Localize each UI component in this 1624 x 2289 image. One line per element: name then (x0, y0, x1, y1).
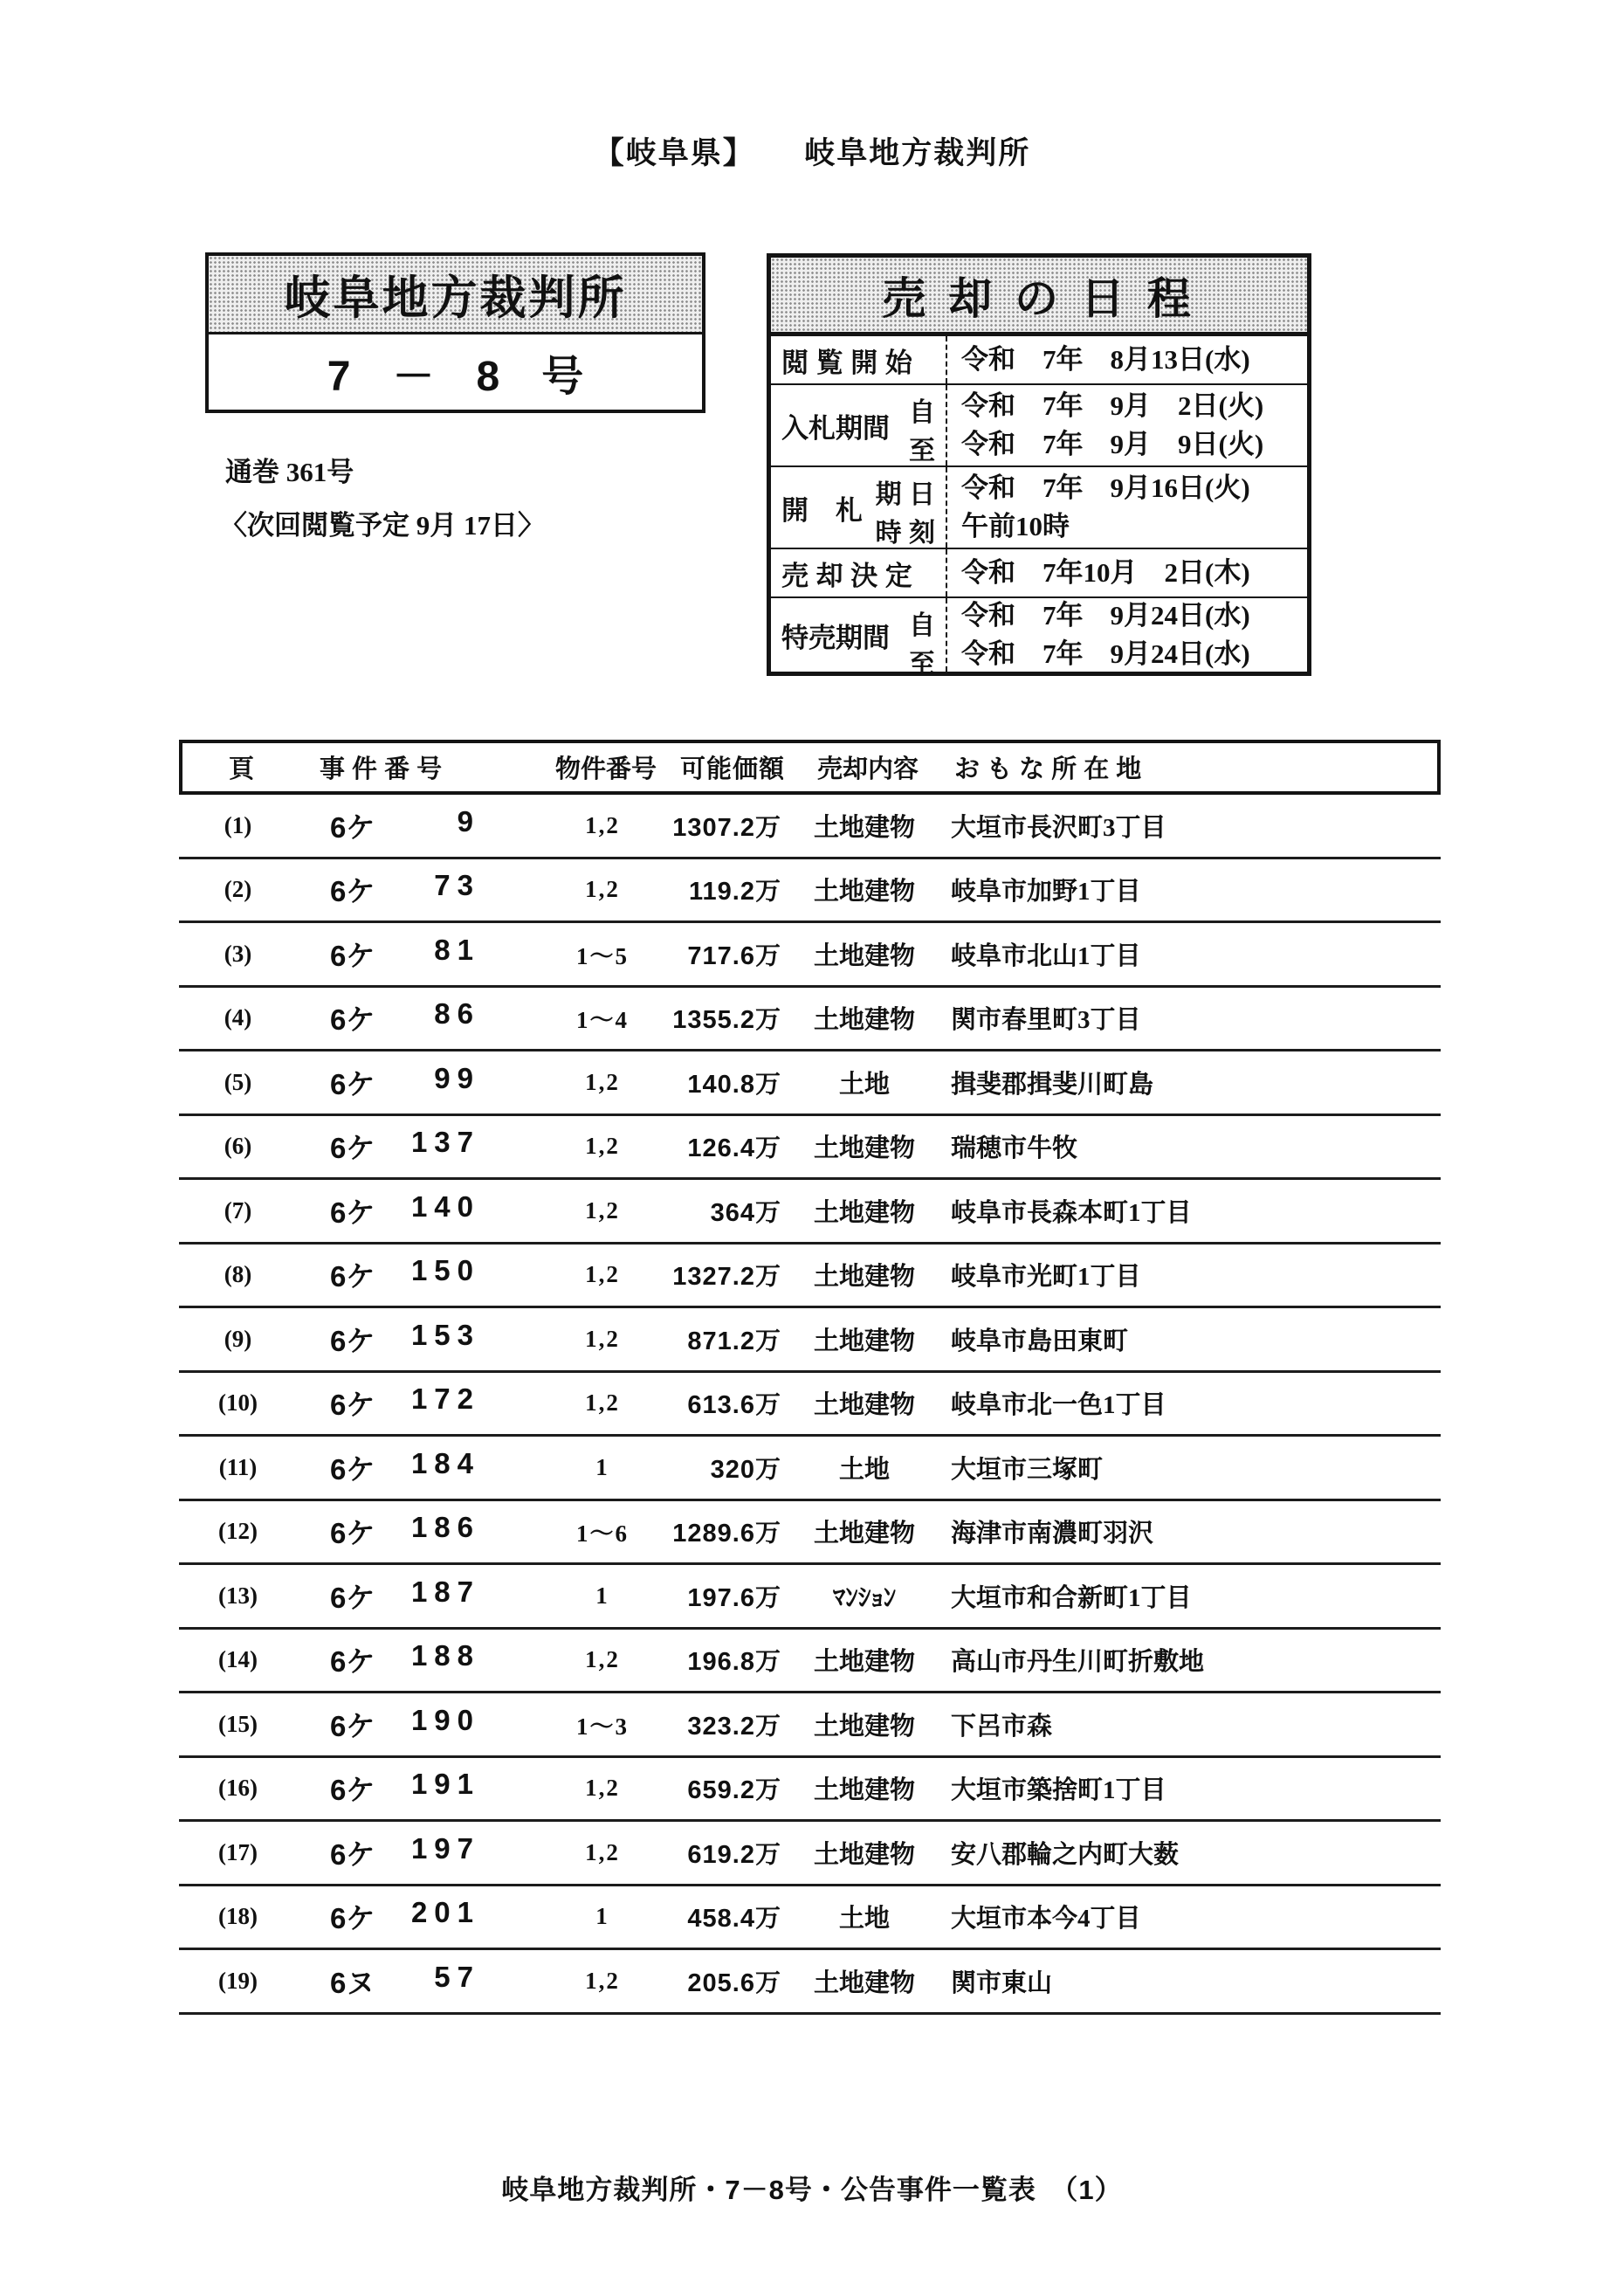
row-case-no: 190 (410, 1703, 480, 1736)
row-location: 瑞穂市牛牧 (951, 1134, 1078, 1163)
row-page-number: (8) (224, 1261, 252, 1288)
schedule-value: 令和 7年 9月24日(水) (961, 638, 1250, 669)
row-page-number: (2) (224, 876, 252, 903)
schedule-row-values (946, 549, 1307, 596)
volume-label: 通巻 361号 (225, 457, 354, 487)
row-case-prefix: 6ケ (330, 1452, 375, 1486)
table-row (179, 1693, 1441, 1758)
row-case-number (297, 934, 533, 975)
row-case-no: 57 (434, 1960, 480, 1993)
row-case-no: 86 (434, 997, 480, 1031)
row-case-prefix: 6ケ (330, 875, 375, 908)
row-location: 岐阜市長森本町1丁目 (951, 1198, 1192, 1227)
row-price: 205.6万 (687, 1968, 781, 1997)
row-price: 119.2万 (689, 878, 781, 907)
schedule-row-values (946, 598, 1307, 672)
row-case-no: 9 (457, 804, 480, 838)
row-sale-type: 土地建物 (813, 1968, 915, 1997)
row-location: 揖斐郡揖斐川町島 (951, 1070, 1154, 1099)
row-location: 岐阜市光町1丁目 (951, 1263, 1141, 1292)
table-row (179, 923, 1441, 988)
row-sale-type: 土地 (838, 1455, 890, 1484)
row-item-number: 1,2 (585, 1068, 620, 1095)
row-location: 岐阜市島田東町 (951, 1327, 1129, 1355)
sale-schedule-title: 売 却 の 日 程 (771, 258, 1307, 334)
row-item-number: 1 (595, 1453, 609, 1480)
row-case-no: 73 (434, 869, 480, 902)
row-case-number (297, 1447, 533, 1488)
doc-footer: 岐阜地方裁判所・7－8号・公告事件一覧表 （1） (501, 2175, 1123, 2205)
row-page-number: (6) (224, 1133, 252, 1160)
row-case-prefix: 6ケ (330, 1260, 375, 1293)
table-row (179, 1886, 1441, 1951)
schedule-row-bid-opening (771, 465, 1307, 548)
row-price: 717.6万 (687, 941, 781, 970)
header-cell-item-number: 物件番号 (554, 755, 657, 783)
table-row (179, 1630, 1441, 1694)
row-location: 海津市南濃町羽沢 (951, 1520, 1154, 1548)
schedule-row-values (946, 467, 1307, 548)
row-location: 高山市丹生川町折敷地 (951, 1648, 1205, 1677)
row-case-prefix: 6ケ (330, 810, 375, 844)
schedule-row-label (771, 467, 946, 548)
row-item-number: 1,2 (585, 1775, 620, 1802)
row-case-number (297, 1382, 533, 1424)
row-location: 大垣市本今4丁目 (951, 1905, 1141, 1934)
row-price: 126.4万 (687, 1134, 781, 1163)
table-row (179, 1501, 1441, 1566)
row-case-prefix: 6ケ (330, 1196, 375, 1229)
header-cell-sale-type: 売却内容 (816, 755, 919, 783)
next-viewing-label: 〈次回閲覧予定 9月 17日〉 (220, 510, 545, 541)
row-case-number (297, 1768, 533, 1809)
row-sale-type: 土地建物 (813, 1776, 915, 1805)
schedule-label-text: 閲 覧 開 始 (781, 347, 912, 378)
table-row (179, 988, 1441, 1052)
row-case-prefix: 6ケ (330, 1902, 375, 1935)
row-case-no: 99 (434, 1061, 480, 1094)
row-sale-type: 土地建物 (813, 941, 915, 970)
row-sale-type: ﾏﾝｼｮﾝ (832, 1583, 897, 1612)
row-case-no: 172 (410, 1382, 480, 1416)
row-location: 大垣市三塚町 (951, 1455, 1104, 1484)
row-location: 大垣市長沢町3丁目 (951, 813, 1166, 842)
row-case-no: 186 (410, 1511, 480, 1544)
table-row (179, 1180, 1441, 1244)
row-sale-type: 土地建物 (813, 813, 915, 842)
row-item-number: 1〜3 (576, 1713, 629, 1740)
row-page-number: (18) (218, 1903, 258, 1930)
row-location: 大垣市築捨町1丁目 (951, 1776, 1166, 1805)
schedule-sub-label-from: 自 (909, 611, 935, 640)
row-sale-type: 土地 (838, 1905, 890, 1934)
row-price: 1307.2万 (672, 813, 781, 842)
row-item-number: 1 (595, 1582, 609, 1609)
schedule-sub-label-to: 至 (909, 650, 935, 679)
doc-header: 【岐阜県】 岐阜地方裁判所 (593, 136, 1031, 170)
row-item-number: 1,2 (585, 1261, 620, 1288)
table-row (179, 1051, 1441, 1116)
row-item-number: 1,2 (585, 1133, 620, 1160)
row-case-number (297, 1896, 533, 1937)
row-case-prefix: 6ケ (330, 1645, 375, 1679)
row-item-number: 1,2 (585, 811, 620, 838)
table-row (179, 1116, 1441, 1181)
row-case-number (297, 1961, 533, 2002)
row-case-prefix: 6ケ (330, 1581, 375, 1614)
schedule-sub-labels (907, 598, 937, 679)
row-case-number (297, 997, 533, 1038)
row-location: 岐阜市北山1丁目 (951, 941, 1141, 970)
sale-schedule-box (767, 253, 1311, 679)
header-cell-price: 可能価額 (679, 755, 785, 783)
row-sale-type: 土地建物 (813, 1840, 915, 1869)
row-location: 大垣市和合新町1丁目 (951, 1583, 1192, 1612)
row-page-number: (7) (224, 1196, 252, 1224)
row-case-no: 201 (410, 1896, 480, 1929)
row-case-no: 187 (410, 1575, 480, 1608)
row-sale-type: 土地建物 (813, 1327, 915, 1355)
schedule-sub-labels (907, 385, 937, 465)
case-table-header (179, 740, 1441, 795)
row-case-number (297, 1832, 533, 1873)
schedule-value: 令和 7年 9月 9日(火) (961, 429, 1264, 459)
schedule-label-text: 開 札 (781, 494, 863, 526)
schedule-value: 令和 7年 9月16日(火) (961, 472, 1250, 503)
case-list-table (179, 740, 1441, 2015)
row-sale-type: 土地 (838, 1070, 890, 1099)
row-item-number: 1,2 (585, 1196, 620, 1224)
row-price: 140.8万 (687, 1070, 781, 1099)
row-price: 1355.2万 (672, 1006, 781, 1035)
schedule-row-viewing-start (771, 334, 1307, 383)
row-sale-type: 土地建物 (813, 1712, 915, 1741)
row-sale-type: 土地建物 (813, 1520, 915, 1548)
schedule-value: 令和 7年 9月 2日(火) (961, 390, 1264, 421)
row-page-number: (1) (224, 811, 252, 838)
row-sale-type: 土地建物 (813, 1263, 915, 1292)
row-case-number (297, 1062, 533, 1103)
row-case-no: 137 (410, 1126, 480, 1159)
table-row (179, 1308, 1441, 1373)
table-row (179, 1758, 1441, 1823)
row-item-number: 1 (595, 1903, 609, 1930)
row-case-prefix: 6ケ (330, 1324, 375, 1357)
row-location: 岐阜市加野1丁目 (951, 878, 1141, 907)
row-page-number: (19) (218, 1967, 258, 1994)
schedule-label-text: 売 却 決 定 (781, 560, 912, 591)
table-row (179, 1565, 1441, 1630)
schedule-sub-label-date: 期 日 (875, 480, 935, 509)
issue-box (205, 252, 705, 413)
row-case-no: 188 (410, 1639, 480, 1672)
row-sale-type: 土地建物 (813, 1006, 915, 1035)
row-price: 364万 (710, 1198, 781, 1227)
schedule-row-special-sale (771, 596, 1307, 679)
schedule-row-label (771, 598, 946, 679)
row-location: 安八郡輪之内町大薮 (951, 1840, 1180, 1869)
row-case-no: 153 (410, 1318, 480, 1351)
schedule-row-sale-decision (771, 548, 1307, 596)
row-case-number (297, 1511, 533, 1552)
row-item-number: 1,2 (585, 1838, 620, 1865)
row-case-number (297, 1254, 533, 1295)
row-price: 619.2万 (687, 1840, 781, 1869)
row-item-number: 1〜6 (576, 1520, 629, 1548)
row-page-number: (4) (224, 1004, 252, 1031)
row-case-prefix: 6ケ (330, 1003, 375, 1037)
row-price: 871.2万 (687, 1327, 781, 1355)
row-case-prefix: 6ケ (330, 1067, 375, 1100)
table-row (179, 1822, 1441, 1886)
row-price: 320万 (710, 1455, 781, 1484)
schedule-row-label (771, 336, 946, 383)
row-item-number: 1,2 (585, 876, 620, 903)
row-price: 659.2万 (687, 1776, 781, 1805)
row-case-number (297, 1126, 533, 1167)
row-sale-type: 土地建物 (813, 1198, 915, 1227)
schedule-row-bid-period (771, 383, 1307, 465)
row-price: 613.6万 (687, 1391, 781, 1420)
row-sale-type: 土地建物 (813, 878, 915, 907)
row-case-number (297, 805, 533, 846)
schedule-value: 令和 7年 9月24日(水) (961, 600, 1250, 631)
row-case-number (297, 1704, 533, 1745)
row-case-no: 81 (434, 933, 480, 966)
schedule-row-values (946, 385, 1307, 465)
row-case-no: 197 (410, 1831, 480, 1865)
schedule-row-values (946, 336, 1307, 383)
row-case-no: 184 (410, 1446, 480, 1479)
row-case-prefix: 6ケ (330, 1709, 375, 1742)
row-price: 323.2万 (687, 1712, 781, 1741)
row-item-number: 1〜5 (576, 942, 629, 969)
row-item-number: 1〜4 (576, 1007, 629, 1034)
schedule-sub-label-time: 時 刻 (875, 519, 935, 548)
header-cell-page: 頁 (228, 755, 254, 783)
row-case-number (297, 1639, 533, 1680)
row-case-number (297, 1319, 533, 1360)
row-price: 1289.6万 (672, 1520, 781, 1548)
schedule-value: 令和 7年10月 2日(木) (961, 557, 1250, 588)
row-location: 下呂市森 (951, 1712, 1053, 1741)
row-case-prefix: 6ヌ (330, 1966, 375, 1999)
row-page-number: (9) (224, 1325, 252, 1352)
row-case-no: 140 (410, 1189, 480, 1223)
schedule-sub-label-to: 至 (909, 437, 935, 465)
table-row (179, 1950, 1441, 2015)
schedule-label-text: 入札期間 (781, 412, 890, 444)
table-row (179, 859, 1441, 924)
row-price: 197.6万 (687, 1583, 781, 1612)
row-page-number: (16) (218, 1775, 258, 1802)
row-item-number: 1,2 (585, 1967, 620, 1994)
table-row (179, 1244, 1441, 1309)
row-page-number: (14) (218, 1646, 258, 1673)
schedule-value: 令和 7年 8月13日(水) (961, 344, 1250, 375)
row-page-number: (11) (218, 1453, 258, 1480)
row-case-prefix: 6ケ (330, 1837, 375, 1871)
row-sale-type: 土地建物 (813, 1391, 915, 1420)
row-case-prefix: 6ケ (330, 1517, 375, 1550)
header-cell-case-number: 事 件 番 号 (320, 755, 443, 783)
row-page-number: (17) (218, 1838, 258, 1865)
row-price: 1327.2万 (672, 1263, 781, 1292)
table-row (179, 795, 1441, 859)
row-sale-type: 土地建物 (813, 1134, 915, 1163)
row-item-number: 1,2 (585, 1646, 620, 1673)
case-table-body (179, 795, 1441, 2015)
table-row (179, 1373, 1441, 1438)
row-page-number: (15) (218, 1710, 258, 1737)
row-case-number (297, 869, 533, 910)
schedule-label-text: 特売期間 (781, 622, 890, 653)
row-page-number: (13) (218, 1582, 258, 1609)
row-page-number: (5) (224, 1068, 252, 1095)
row-location: 関市東山 (951, 1968, 1053, 1997)
schedule-row-label (771, 549, 946, 596)
row-location: 岐阜市北一色1丁目 (951, 1391, 1166, 1420)
issue-box-court-name: 岐阜地方裁判所 (209, 256, 702, 334)
schedule-sub-labels (874, 467, 937, 548)
row-price: 458.4万 (687, 1905, 781, 1934)
schedule-row-label (771, 385, 946, 465)
table-row (179, 1437, 1441, 1501)
schedule-sub-label-from: 自 (909, 398, 935, 427)
row-case-number (297, 1575, 533, 1617)
issue-box-number: 7 － 8 号 (327, 353, 584, 400)
row-item-number: 1,2 (585, 1325, 620, 1352)
row-page-number: (12) (218, 1518, 258, 1545)
row-case-no: 191 (410, 1768, 480, 1801)
row-case-no: 150 (410, 1254, 480, 1287)
row-sale-type: 土地建物 (813, 1648, 915, 1677)
row-case-prefix: 6ケ (330, 1774, 375, 1807)
header-cell-location: お も な 所 在 地 (954, 755, 1142, 783)
row-price: 196.8万 (687, 1648, 781, 1677)
row-page-number: (3) (224, 940, 252, 967)
row-location: 関市春里町3丁目 (951, 1006, 1141, 1035)
row-case-prefix: 6ケ (330, 1389, 375, 1422)
row-item-number: 1,2 (585, 1389, 620, 1417)
row-page-number: (10) (218, 1389, 258, 1417)
row-case-number (297, 1190, 533, 1231)
schedule-value: 午前10時 (961, 511, 1070, 541)
row-case-prefix: 6ケ (330, 1132, 375, 1165)
row-case-prefix: 6ケ (330, 939, 375, 972)
